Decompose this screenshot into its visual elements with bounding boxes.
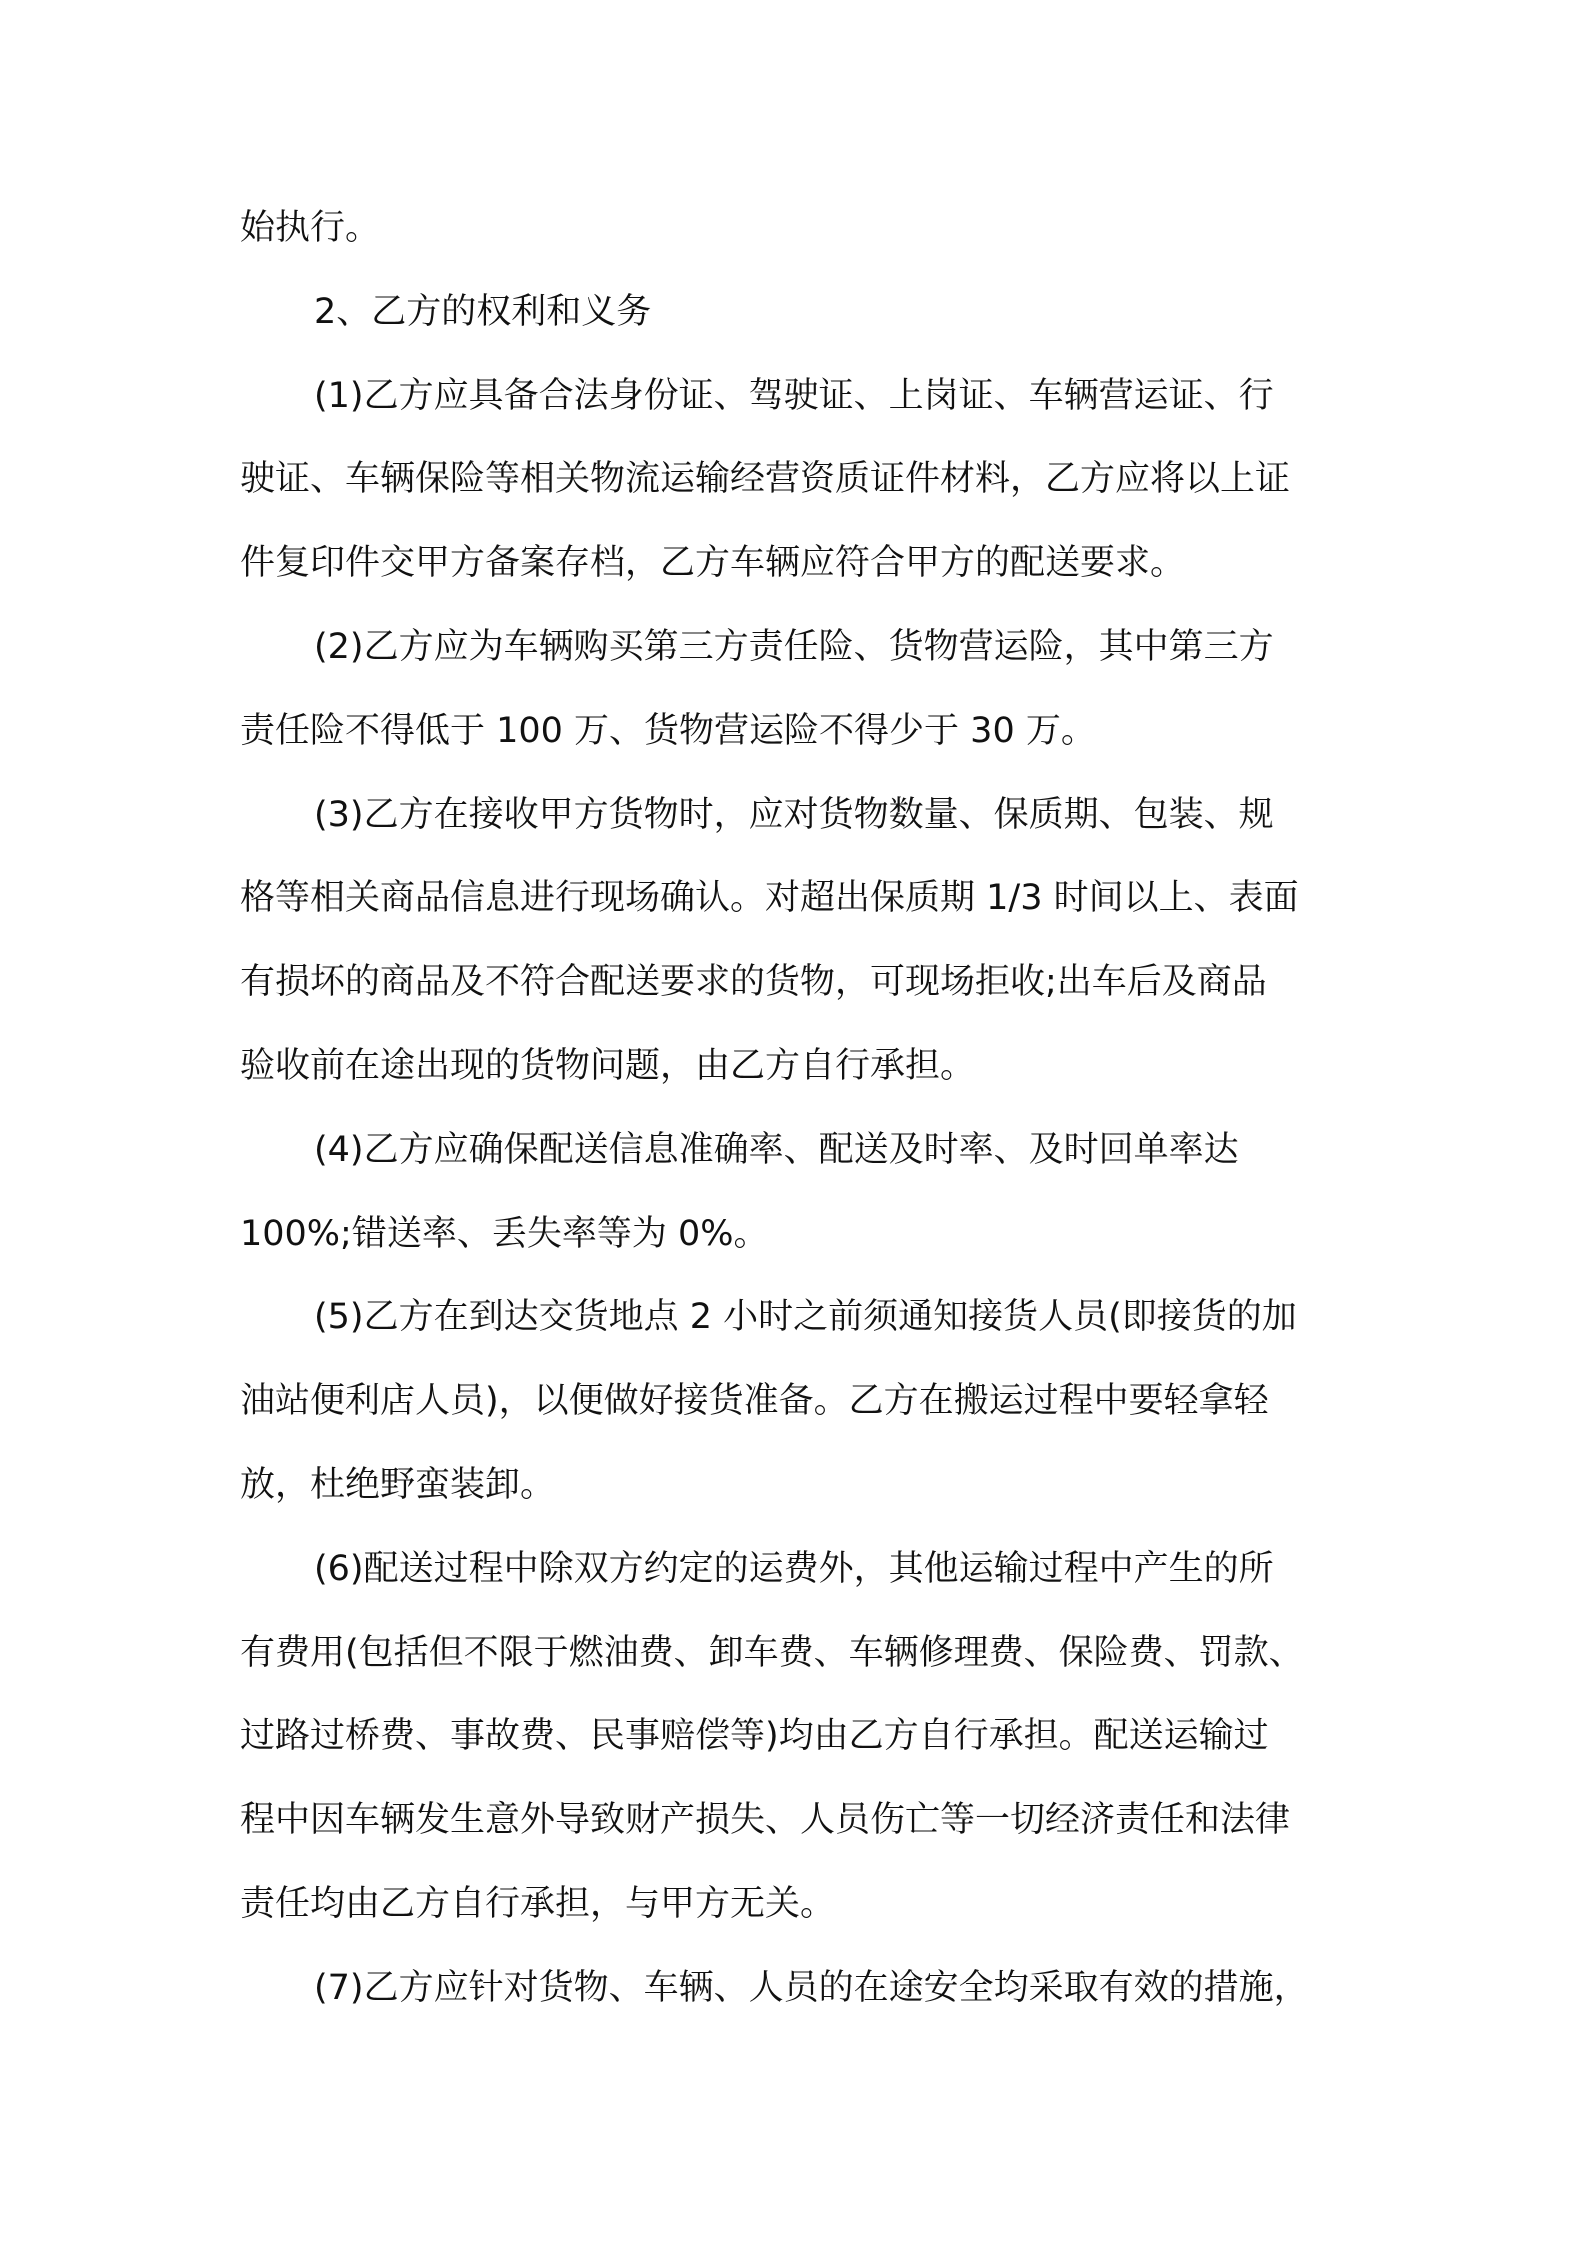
text-line: 程中因车辆发生意外导致财产损失、人员伤亡等一切经济责任和法律 <box>240 1800 1291 1840</box>
text-line: 过路过桥费、事故费、民事赔偿等)均由乙方自行承担。配送运输过 <box>240 1716 1269 1756</box>
text-line: 格等相关商品信息进行现场确认。对超出保质期 1/3 时间以上、表面 <box>240 878 1299 918</box>
text-line: (2)乙方应为车辆购买第三方责任险、货物营运险，其中第三方 <box>314 627 1274 667</box>
text-line: 有费用(包括但不限于燃油费、卸车费、车辆修理费、保险费、罚款、 <box>240 1633 1304 1673</box>
text-line: 驶证、车辆保险等相关物流运输经营资质证件材料，乙方应将以上证 <box>240 459 1291 499</box>
text-line: (7)乙方应针对货物、车辆、人员的在途安全均采取有效的措施， <box>314 1968 1309 2008</box>
text-line: 责任险不得低于 100 万、货物营运险不得少于 30 万。 <box>240 711 1096 751</box>
text-line: 油站便利店人员)，以便做好接货准备。乙方在搬运过程中要轻拿轻 <box>240 1381 1269 1421</box>
text-line: (5)乙方在到达交货地点 2 小时之前须通知接货人员(即接货的加 <box>314 1297 1297 1337</box>
text-line: (3)乙方在接收甲方货物时，应对货物数量、保质期、包装、规 <box>314 795 1274 835</box>
text-line: 责任均由乙方自行承担，与甲方无关。 <box>240 1884 836 1924</box>
text-line: 放，杜绝野蛮装卸。 <box>240 1465 556 1505</box>
text-line: (6)配送过程中除双方约定的运费外，其他运输过程中产生的所 <box>314 1549 1274 1589</box>
text-line: (4)乙方应确保配送信息准确率、配送及时率、及时回单率达 <box>314 1130 1239 1170</box>
text-line: 有损坏的商品及不符合配送要求的货物，可现场拒收;出车后及商品 <box>240 962 1267 1002</box>
section-heading: 2、乙方的权利和义务 <box>314 292 652 332</box>
text-line: 100%;错送率、丢失率等为 0%。 <box>240 1214 769 1254</box>
text-line: 验收前在途出现的货物问题，由乙方自行承担。 <box>240 1046 976 1086</box>
text-line: 件复印件交甲方备案存档，乙方车辆应符合甲方的配送要求。 <box>240 543 1186 583</box>
text-line: (1)乙方应具备合法身份证、驾驶证、上岗证、车辆营运证、行 <box>314 376 1274 416</box>
text-line: 始执行。 <box>240 208 381 248</box>
